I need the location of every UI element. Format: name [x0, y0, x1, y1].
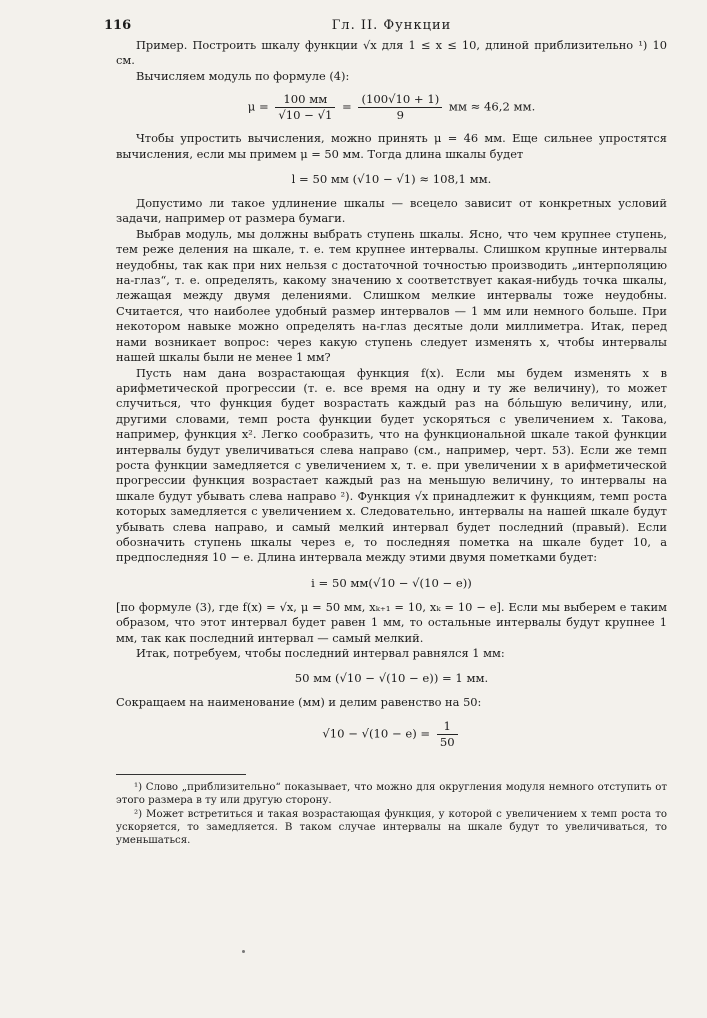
fraction-2-denominator: 9 — [396, 108, 405, 123]
formula-scale-length: l = 50 мм (√10 − √1) ≈ 108,1 мм. — [291, 172, 492, 187]
modulus-result: мм ≈ 46,2 мм. — [448, 99, 536, 114]
fraction-1-denominator: √10 − √1 — [278, 108, 333, 123]
fraction-2 — [358, 92, 442, 123]
example-statement: Пример. Построить шкалу функции √x для 1 ≤ x ≤ 10, длиной приблизительно ¹) 10 см. — [116, 38, 667, 68]
simplification-paragraph: Чтобы упростить вычисления, можно принять μ = 46 мм. Еще сильнее упростятся вычисления, если мы примем μ = 50 мм. Тогда длина шкалы будет — [116, 131, 667, 161]
formula-reduced — [116, 719, 667, 750]
page-number: 116 — [104, 18, 132, 33]
formula-requirement: 50 мм (√10 − √(10 − e)) = 1 мм. — [294, 671, 489, 686]
page-header — [104, 16, 667, 38]
fraction-3-denominator: 50 — [439, 734, 455, 749]
fraction-1-numerator: 100 мм — [275, 92, 335, 108]
formula-modulus — [116, 92, 667, 123]
mu-symbol: μ = — [247, 99, 269, 114]
fraction-3 — [437, 719, 458, 750]
equals-sign: = — [342, 99, 352, 114]
footnote-2: ²) Может встретиться и такая возрастающая функция, у которой с увеличением x темп роста то ускоряется, то замедляется. В таком случае интервалы на шкале будут то увеличиваться, то уменьшаться. — [116, 808, 667, 847]
footnote-separator — [116, 774, 246, 775]
requirement-paragraph: Итак, потребуем, чтобы последний интервал равнялся 1 мм: — [136, 646, 505, 660]
formula-interval: i = 50 мм(√10 − √(10 − e)) — [311, 575, 472, 590]
increasing-function-paragraph: Пусть нам дана возрастающая функция f(x). Если мы будем изменять x в арифметической прогрессии (т. е. все время на одну и ту же величину), то может случиться, что функция будет возрастать каждый раз на бо́льшую величину, или, другими словами, темп роста функции будет ускоряться с увеличением x. Такова, например, функция x². Легко сообразить, что на функциональной шкале такой функции интервалы будут увеличиваться слева направо (см., например, черт. 53). Если же темп роста функции замедляется с увеличением x, т. е. при увеличении x в арифметической прогрессии функция возрастает каждый раз на меньшую величину, то интервалы на шкале будут убывать слева направо ²). Функция √x принадлежит к функциям, темп роста которых замедляется с увеличением x. Следовательно, интервалы на нашей шкале будут убывать слева направо, и самый мелкий интервал будет последний (правый). Если обозначить ступень шкалы через e, то последняя пометка на шкале будет 10, а предпоследняя 10 − e. Длина интервала между этими двумя пометками будет: — [116, 365, 667, 565]
reduced-lhs: √10 − √(10 − e) = — [322, 726, 431, 741]
fraction-1 — [275, 92, 335, 123]
admissibility-paragraph: Допустимо ли такое удлинение шкалы — всецело зависит от конкретных условий задачи, например от размера бумаги. — [116, 196, 667, 226]
fraction-3-numerator: 1 — [437, 719, 458, 735]
print-speck — [242, 950, 245, 953]
fraction-2-numerator: (100√10 + 1) — [358, 92, 442, 108]
interval-explanation-paragraph: [по формуле (3), где f(x) = √x, μ = 50 мм, xₖ₊₁ = 10, xₖ = 10 − e]. Если мы выберем e таким образом, что этот интервал будет равен 1 мм, то остальные интервалы будут крупнее 1 мм, так как последний интервал — самый мелкий. — [116, 599, 667, 645]
modulus-intro: Вычисляем модуль по формуле (4): — [136, 68, 350, 83]
reduction-paragraph: Сокращаем на наименование (мм) и делим равенство на 50: — [116, 695, 482, 710]
step-choice-paragraph: Выбрав модуль, мы должны выбрать ступень шкалы. Ясно, что чем крупнее ступень, тем реже деления на шкале, т. е. тем крупнее интервалы. Слишком крупные интервалы неудобны, так как при них нельзя с достаточной точностью производить „интерполяцию на-глаз“, т. е. определять, какому значению x соответствует какая-нибудь точка шкалы, лежащая между двумя делениями. Слишком мелкие интервалы тоже неудобны. Считается, что наиболее удобный размер интервалов — 1 мм или немного больше. При некотором навыке можно определять на-глаз десятые доли миллиметра. Итак, перед нами возникает вопрос: через какую ступень следует изменять x, чтобы интервалы нашей шкалы были не менее 1 мм? — [116, 226, 667, 365]
running-title: Гл. II. Функции — [331, 18, 452, 33]
footnote-1: ¹) Слово „приблизительно“ показывает, что можно для округления модуля немного отступить от этого размера в ту или другую сторону. — [116, 781, 667, 807]
